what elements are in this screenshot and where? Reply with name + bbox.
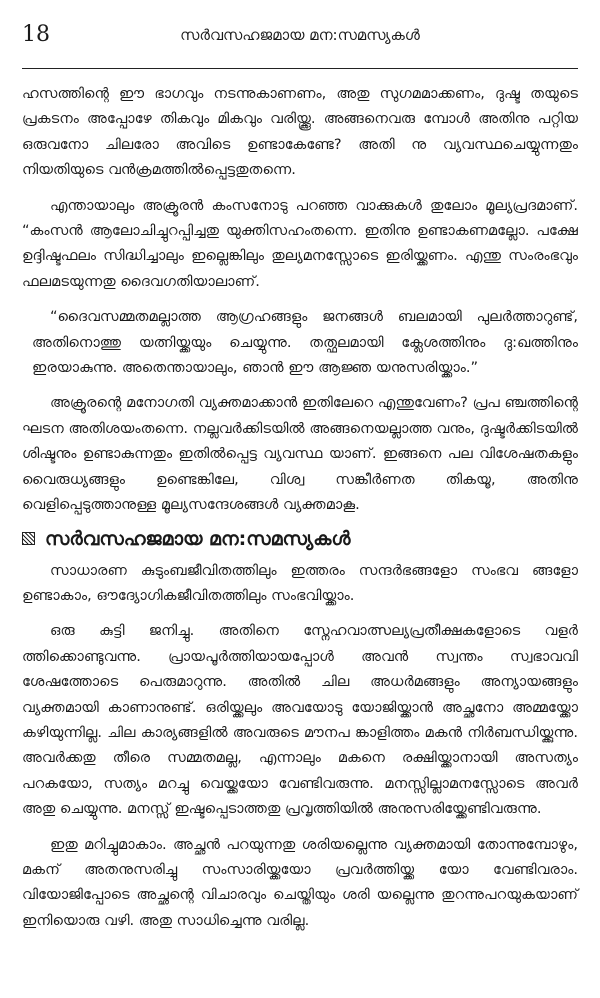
paragraph: അക്രൂരന്റെ മനോഗതി വ്യക്തമാക്കാൻ ഇതിലേറെ എന്തുവേണം? പ്രപ ഞ്ചത്തിന്റെ ഘടന അതിശയംതന്നെ. നല്ലവർക്കിടയിൽ അങ്ങനെയല്ലാത്ത വനും, ദുഷ്ടർക്കിടയിൽ ശിഷ്ടനും ഉണ്ടാകുന്നതും ഇതിൽപ്പെട്ട വ്യവസ്ഥ യാണ്. ഇങ്ങനെ പല വിശേഷതകളും വൈരുധ്യങ്ങളും ഉണ്ടെങ്കിലേ, വിശ്വ സങ്കീർണത തികയൂ, അതിനു വെളിപ്പെടുത്താനുള്ള മൂല്യസന്ദേശങ്ങൾ വ്യക്തമാകൂ. (22, 394, 578, 514)
paragraph: ഹസത്തിന്റെ ഈ ഭാഗവും നടന്നുകാണണം, അതു സുഗമമാക്കണം, ദുഷ്ട തയുടെ പ്രകടനം അപ്പോഴേ തികവും മികവും വരിയ്ക്കൂ. അങ്ങനെവരു മ്പോൾ അതിനു പറ്റിയ ഒരുവനോ ചിലരോ അവിടെ ഉണ്ടാകേണ്ടേ? അതി നു വ്യവസ്ഥചെയ്യുന്നതും നിയതിയുടെ വൻക്രമത്തിൽപ്പെട്ടതുതന്നെ. (22, 85, 578, 179)
paragraph: സാധാരണ കുടുംബജീവിതത്തിലും ഇത്തരം സന്ദർഭങ്ങളോ സംഭവ ങ്ങളോ ഉണ്ടാകാം, ഔദ്യോഗികജീവിതത്തിലും സംഭവിയ്ക്കാം. (22, 561, 578, 604)
hatched-square-icon (22, 532, 35, 545)
page-header (22, 22, 578, 69)
section-title: സർവസഹജമായ മന:സമസ്യകൾ (45, 527, 351, 550)
paragraph: ഇതു മറിച്ചുമാകാം. അച്ഛൻ പറയുന്നതു ശരിയല്ലെന്നു വ്യക്തമായി തോന്നുമ്പോഴും, മകന് അതനുസരിച്ചു സംസാരിയ്ക്കയോ പ്രവർത്തിയ്ക്ക യോ വേണ്ടിവരാം. വിയോജിപ്പോടെ അച്ഛന്റെ വിചാരവും ചെയ്തിയും ശരി യല്ലെന്നു തുറന്നുപറയുകയാണ് ഇനിയൊരു വഴി. അതു സാധിച്ചെന്നു വരില്ല. (22, 835, 578, 929)
book-page (0, 22, 600, 998)
page-body (22, 81, 578, 933)
quoted-paragraph: “ദൈവസമ്മതമല്ലാത്ത ആഗ്രഹങ്ങളും ജനങ്ങൾ ബലമായി പുലർത്താറുണ്ട്, അതിനൊത്തു യത്നിയ്ക്കയും ചെയ്യുന്നു. തത്ഫലമായി ക്ലേശത്തിനും ദു:ഖത്തിനും ഇരയാകുന്നു. അതെന്തായാലും, ഞാൻ ഈ ആജ്ഞ യനുസരിയ്ക്കാം.” (32, 308, 578, 377)
paragraph: എന്തായാലും അക്രൂരൻ കംസനോടു പറഞ്ഞ വാക്കുകൾ തുലോം മൂല്യപ്രദമാണ്. “കംസൻ ആലോചിച്ചുറപ്പിച്ചതു യുക്തിസഹംതന്നെ. ഇതിനു ഉണ്ടാകണമല്ലോ. പക്ഷേ ഉദ്ദിഷ്ടഫലം സിദ്ധിച്ചാലും ഇല്ലെങ്കിലും തുല്യമനസ്സോടെ ഇരിയ്ക്കണം. എന്തു സംരംഭവും ഫലമടയുന്നതു ദൈവഗതിയാലാണ്. (22, 196, 578, 290)
page-number: 18 (22, 22, 50, 47)
section-heading (22, 528, 578, 550)
paragraph: ഒരു കുട്ടി ജനിച്ചു. അതിനെ സ്നേഹവാത്സല്യപ്രതീക്ഷകളോടെ വളർ ത്തിക്കൊണ്ടുവന്നു. പ്രായപൂർത്തിയായപ്പോൾ അവൻ സ്വന്തം സ്വഭാവവി ശേഷത്തോടെ പെരുമാറുന്നു. അതിൽ ചില അധർമങ്ങളും അന്യായങ്ങളും വ്യക്തമായി കാണാനുണ്ട്. ഒരിയ്ക്കലും അവയോടു യോജിയ്ക്കാൻ അച്ഛനോ അമ്മയ്ക്കോ കഴിയുന്നില്ല. ചില കാര്യങ്ങളിൽ അവരുടെ മൗനപ ങ്കാളിത്തം മകൻ നിർബന്ധിയ്ക്കുന്നു. അവർക്കതു തീരെ സമ്മതമല്ല, എന്നാലും മകനെ രക്ഷിയ്ക്കാനായി അസത്യം പറകയോ, സത്യം മറച്ചു വെയ്ക്കയോ വേണ്ടിവരുന്നു. മനസ്സില്ലാമനസ്സോടെ അവർ അതു ചെയ്യുന്നു. മനസ്സ് ഇഷ്ടപ്പെടാത്തതു പ്രവൃത്തിയിൽ അനുസരിയ്ക്കേണ്ടിവരുന്നു. (22, 622, 578, 818)
running-title: സർവസഹജമായ മന:സമസ്യകൾ (180, 26, 420, 44)
